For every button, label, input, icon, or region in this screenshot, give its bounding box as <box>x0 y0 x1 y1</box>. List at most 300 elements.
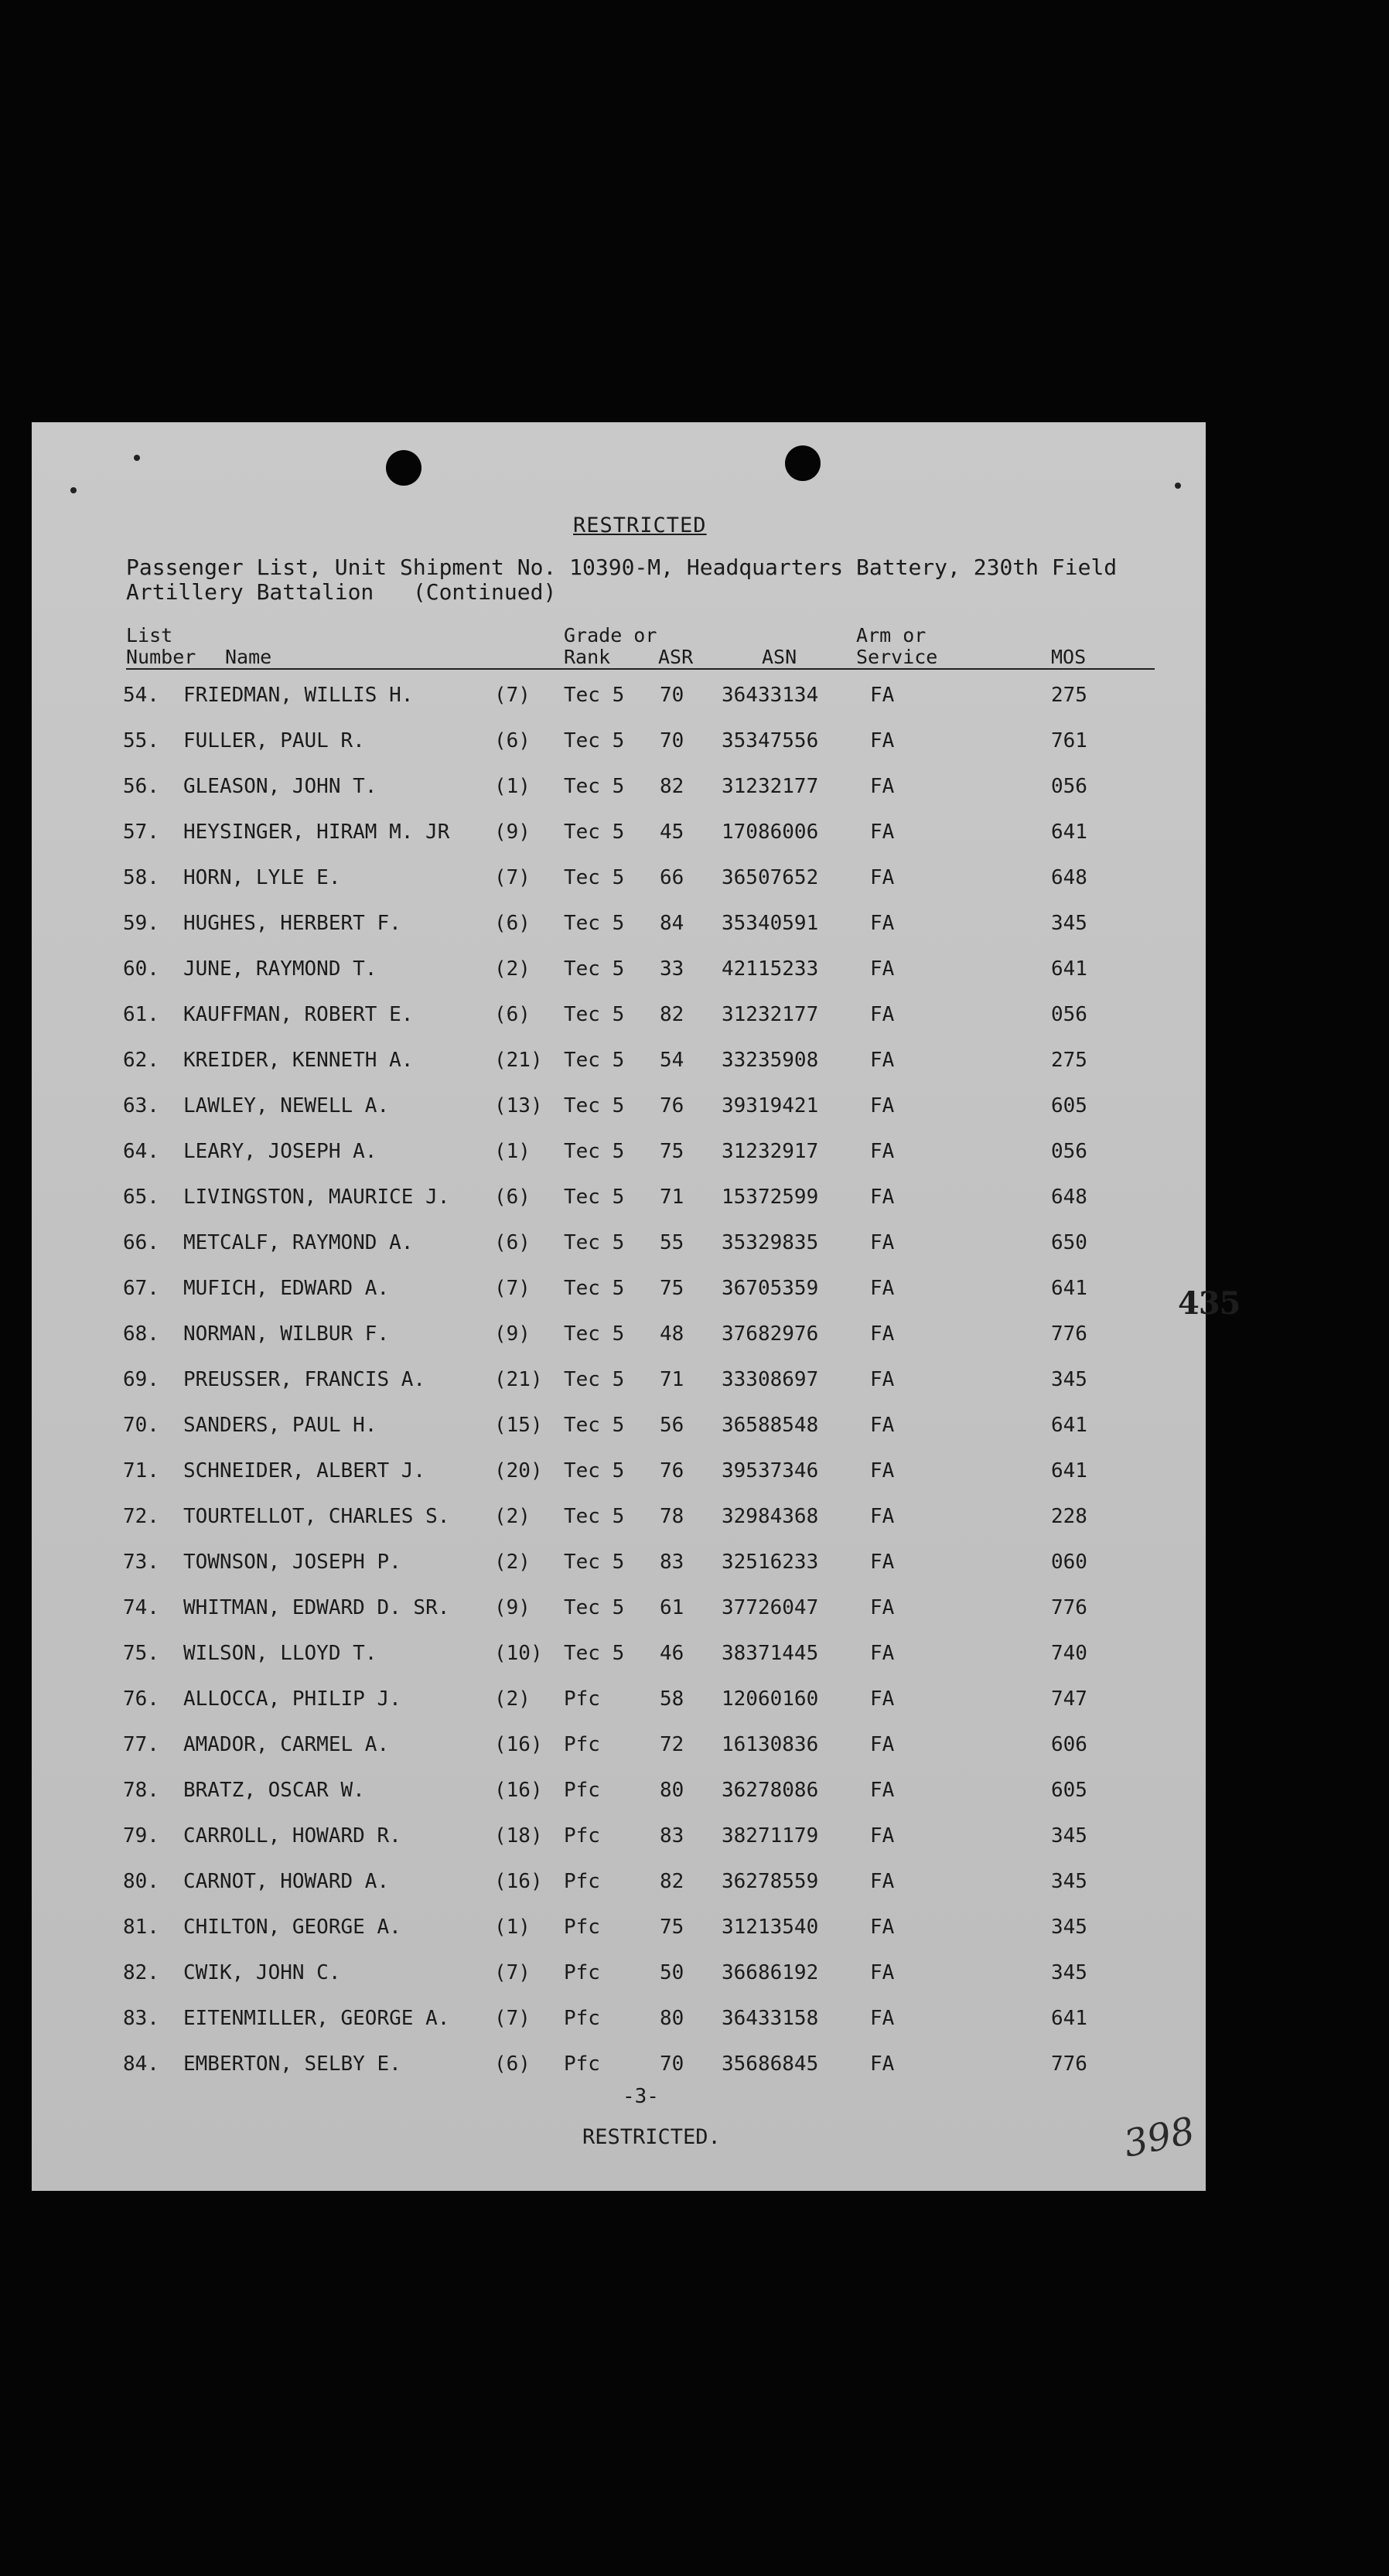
arm-cell: FA <box>870 957 895 981</box>
grade-cell: Tec 5 <box>564 1277 625 1300</box>
code-cell: (21) <box>494 1049 543 1072</box>
header-restricted: RESTRICTED <box>573 513 707 537</box>
document-title: Passenger List, Unit Shipment No. 10390-M, Headquarters Battery, 230th Field Artillery Battalion (Continued) <box>126 554 1131 605</box>
name-cell: EITENMILLER, GEORGE A. <box>183 2007 450 2030</box>
mos-cell: 345 <box>1051 1916 1087 1939</box>
code-cell: (13) <box>494 1094 543 1117</box>
table-row <box>32 1949 1206 1994</box>
code-cell: (2) <box>494 957 531 981</box>
code-cell: (20) <box>494 1459 543 1482</box>
table-row <box>32 1858 1206 1903</box>
code-cell: (7) <box>494 2007 531 2030</box>
asn-cell: 32984368 <box>722 1505 819 1528</box>
arm-cell: FA <box>870 684 895 707</box>
grade-cell: Pfc <box>564 1779 600 1802</box>
asr-cell: 70 <box>660 2052 684 2076</box>
code-cell: (9) <box>494 1322 531 1346</box>
col-head-name: Name <box>225 646 272 668</box>
grade-cell: Tec 5 <box>564 1003 625 1026</box>
asr-cell: 50 <box>660 1961 684 1984</box>
name-cell: BRATZ, OSCAR W. <box>183 1779 365 1802</box>
asr-cell: 61 <box>660 1596 684 1619</box>
arm-cell: FA <box>870 1733 895 1756</box>
mos-cell: 605 <box>1051 1779 1087 1802</box>
list-number-cell: 74. <box>123 1596 159 1619</box>
table-row <box>32 1629 1206 1675</box>
list-number-cell: 57. <box>123 821 159 844</box>
grade-cell: Tec 5 <box>564 729 625 752</box>
asn-cell: 33235908 <box>722 1049 819 1072</box>
paper-speck <box>70 487 77 493</box>
grade-cell: Pfc <box>564 2052 600 2076</box>
code-cell: (2) <box>494 1505 531 1528</box>
name-cell: CWIK, JOHN C. <box>183 1961 341 1984</box>
asn-cell: 17086006 <box>722 821 819 844</box>
mos-cell: 606 <box>1051 1733 1087 1756</box>
list-number-cell: 82. <box>123 1961 159 1984</box>
asn-cell: 36588548 <box>722 1414 819 1437</box>
asn-cell: 37682976 <box>722 1322 819 1346</box>
grade-cell: Tec 5 <box>564 1186 625 1209</box>
arm-cell: FA <box>870 1870 895 1893</box>
asn-cell: 36433134 <box>722 684 819 707</box>
asr-cell: 75 <box>660 1277 684 1300</box>
table-row <box>32 2040 1206 2086</box>
mos-cell: 345 <box>1051 1870 1087 1893</box>
asr-cell: 76 <box>660 1459 684 1482</box>
grade-cell: Tec 5 <box>564 912 625 935</box>
name-cell: WILSON, LLOYD T. <box>183 1642 377 1665</box>
mos-cell: 345 <box>1051 1824 1087 1848</box>
code-cell: (6) <box>494 1186 531 1209</box>
arm-cell: FA <box>870 1094 895 1117</box>
asr-cell: 48 <box>660 1322 684 1346</box>
code-cell: (16) <box>494 1733 543 1756</box>
col-head-grade-rank: Grade or Rank <box>564 624 657 668</box>
asr-cell: 71 <box>660 1186 684 1209</box>
name-cell: TOWNSON, JOSEPH P. <box>183 1551 401 1574</box>
grade-cell: Tec 5 <box>564 1414 625 1437</box>
asn-cell: 12060160 <box>722 1687 819 1711</box>
grade-cell: Pfc <box>564 1687 600 1711</box>
list-number-cell: 62. <box>123 1049 159 1072</box>
grade-cell: Tec 5 <box>564 821 625 844</box>
arm-cell: FA <box>870 1505 895 1528</box>
table-row <box>32 1264 1206 1310</box>
grade-cell: Tec 5 <box>564 1231 625 1254</box>
mos-cell: 776 <box>1051 1322 1087 1346</box>
mos-cell: 345 <box>1051 912 1087 935</box>
code-cell: (1) <box>494 1140 531 1163</box>
grade-cell: Pfc <box>564 1733 600 1756</box>
footer-restricted: RESTRICTED. <box>582 2125 721 2149</box>
table-row <box>32 1903 1206 1949</box>
mos-cell: 345 <box>1051 1961 1087 1984</box>
asr-cell: 80 <box>660 1779 684 1802</box>
list-number-cell: 63. <box>123 1094 159 1117</box>
asr-cell: 55 <box>660 1231 684 1254</box>
mos-cell: 641 <box>1051 1459 1087 1482</box>
arm-cell: FA <box>870 1414 895 1437</box>
table-row <box>32 899 1206 945</box>
mos-cell: 761 <box>1051 729 1087 752</box>
name-cell: WHITMAN, EDWARD D. SR. <box>183 1596 450 1619</box>
mos-cell: 641 <box>1051 1414 1087 1437</box>
list-number-cell: 61. <box>123 1003 159 1026</box>
page-number: -3- <box>623 2085 659 2108</box>
grade-cell: Tec 5 <box>564 1094 625 1117</box>
grade-cell: Tec 5 <box>564 1140 625 1163</box>
table-row <box>32 1766 1206 1812</box>
grade-cell: Tec 5 <box>564 1322 625 1346</box>
arm-cell: FA <box>870 1322 895 1346</box>
code-cell: (9) <box>494 1596 531 1619</box>
list-number-cell: 55. <box>123 729 159 752</box>
name-cell: SCHNEIDER, ALBERT J. <box>183 1459 426 1482</box>
asr-cell: 84 <box>660 912 684 935</box>
grade-cell: Tec 5 <box>564 1596 625 1619</box>
table-row <box>32 1128 1206 1173</box>
col-head-asr: ASR <box>658 646 694 668</box>
name-cell: HORN, LYLE E. <box>183 866 341 889</box>
col-head-arm-service: Arm or Service <box>856 624 938 668</box>
mos-cell: 605 <box>1051 1094 1087 1117</box>
code-cell: (2) <box>494 1687 531 1711</box>
passenger-table <box>32 671 1206 2086</box>
arm-cell: FA <box>870 1140 895 1163</box>
asr-cell: 78 <box>660 1505 684 1528</box>
arm-cell: FA <box>870 1687 895 1711</box>
table-row <box>32 945 1206 991</box>
table-row <box>32 763 1206 808</box>
code-cell: (6) <box>494 2052 531 2076</box>
col-head-mos: MOS <box>1051 646 1087 668</box>
table-row <box>32 1812 1206 1858</box>
name-cell: KAUFFMAN, ROBERT E. <box>183 1003 414 1026</box>
list-number-cell: 67. <box>123 1277 159 1300</box>
table-row <box>32 717 1206 763</box>
name-cell: CHILTON, GEORGE A. <box>183 1916 401 1939</box>
asn-cell: 36507652 <box>722 866 819 889</box>
list-number-cell: 60. <box>123 957 159 981</box>
code-cell: (6) <box>494 729 531 752</box>
list-number-cell: 65. <box>123 1186 159 1209</box>
mos-cell: 056 <box>1051 1140 1087 1163</box>
mos-cell: 228 <box>1051 1505 1087 1528</box>
name-cell: TOURTELLOT, CHARLES S. <box>183 1505 450 1528</box>
arm-cell: FA <box>870 1231 895 1254</box>
punch-hole-left <box>386 450 421 486</box>
list-number-cell: 76. <box>123 1687 159 1711</box>
asr-cell: 46 <box>660 1642 684 1665</box>
grade-cell: Tec 5 <box>564 866 625 889</box>
name-cell: METCALF, RAYMOND A. <box>183 1231 414 1254</box>
grade-cell: Pfc <box>564 1916 600 1939</box>
list-number-cell: 54. <box>123 684 159 707</box>
asr-cell: 54 <box>660 1049 684 1072</box>
arm-cell: FA <box>870 2007 895 2030</box>
arm-cell: FA <box>870 1779 895 1802</box>
arm-cell: FA <box>870 1186 895 1209</box>
name-cell: ALLOCCA, PHILIP J. <box>183 1687 401 1711</box>
table-row <box>32 1173 1206 1219</box>
asr-cell: 75 <box>660 1140 684 1163</box>
code-cell: (21) <box>494 1368 543 1391</box>
asr-cell: 66 <box>660 866 684 889</box>
arm-cell: FA <box>870 775 895 798</box>
name-cell: HEYSINGER, HIRAM M. JR <box>183 821 450 844</box>
code-cell: (7) <box>494 684 531 707</box>
col-head-list-number: List Number <box>126 624 196 668</box>
asr-cell: 75 <box>660 1916 684 1939</box>
code-cell: (18) <box>494 1824 543 1848</box>
list-number-cell: 59. <box>123 912 159 935</box>
grade-cell: Tec 5 <box>564 1551 625 1574</box>
name-cell: LAWLEY, NEWELL A. <box>183 1094 390 1117</box>
mos-cell: 275 <box>1051 1049 1087 1072</box>
list-number-cell: 70. <box>123 1414 159 1437</box>
name-cell: CARROLL, HOWARD R. <box>183 1824 401 1848</box>
asn-cell: 35347556 <box>722 729 819 752</box>
table-row <box>32 1401 1206 1447</box>
code-cell: (16) <box>494 1870 543 1893</box>
arm-cell: FA <box>870 821 895 844</box>
grade-cell: Tec 5 <box>564 1368 625 1391</box>
asn-cell: 36705359 <box>722 1277 819 1300</box>
code-cell: (9) <box>494 821 531 844</box>
arm-cell: FA <box>870 866 895 889</box>
list-number-cell: 64. <box>123 1140 159 1163</box>
name-cell: HUGHES, HERBERT F. <box>183 912 401 935</box>
mos-cell: 648 <box>1051 1186 1087 1209</box>
asn-cell: 39319421 <box>722 1094 819 1117</box>
arm-cell: FA <box>870 1459 895 1482</box>
name-cell: GLEASON, JOHN T. <box>183 775 377 798</box>
grade-cell: Tec 5 <box>564 1049 625 1072</box>
arm-cell: FA <box>870 1596 895 1619</box>
table-row <box>32 1994 1206 2040</box>
asr-cell: 71 <box>660 1368 684 1391</box>
table-row <box>32 1219 1206 1264</box>
list-number-cell: 81. <box>123 1916 159 1939</box>
paper-speck <box>134 455 140 461</box>
code-cell: (7) <box>494 1961 531 1984</box>
name-cell: KREIDER, KENNETH A. <box>183 1049 414 1072</box>
asn-cell: 35686845 <box>722 2052 819 2076</box>
grade-cell: Tec 5 <box>564 1505 625 1528</box>
mos-cell: 776 <box>1051 1596 1087 1619</box>
list-number-cell: 84. <box>123 2052 159 2076</box>
table-row <box>32 854 1206 899</box>
asr-cell: 82 <box>660 1870 684 1893</box>
asn-cell: 42115233 <box>722 957 819 981</box>
mos-cell: 776 <box>1051 2052 1087 2076</box>
asr-cell: 45 <box>660 821 684 844</box>
list-number-cell: 58. <box>123 866 159 889</box>
asr-cell: 82 <box>660 1003 684 1026</box>
table-row <box>32 1082 1206 1128</box>
list-number-cell: 77. <box>123 1733 159 1756</box>
name-cell: EMBERTON, SELBY E. <box>183 2052 401 2076</box>
asn-cell: 36433158 <box>722 2007 819 2030</box>
arm-cell: FA <box>870 1368 895 1391</box>
asr-cell: 83 <box>660 1824 684 1848</box>
name-cell: AMADOR, CARMEL A. <box>183 1733 390 1756</box>
mos-cell: 641 <box>1051 957 1087 981</box>
mos-cell: 641 <box>1051 821 1087 844</box>
arm-cell: FA <box>870 1277 895 1300</box>
name-cell: LEARY, JOSEPH A. <box>183 1140 377 1163</box>
arm-cell: FA <box>870 1961 895 1984</box>
asr-cell: 58 <box>660 1687 684 1711</box>
asr-cell: 33 <box>660 957 684 981</box>
asr-cell: 82 <box>660 775 684 798</box>
mos-cell: 650 <box>1051 1231 1087 1254</box>
asn-cell: 36278086 <box>722 1779 819 1802</box>
code-cell: (6) <box>494 912 531 935</box>
list-number-cell: 83. <box>123 2007 159 2030</box>
code-cell: (6) <box>494 1231 531 1254</box>
margin-stamp-number: 435 <box>1178 1285 1241 1322</box>
grade-cell: Tec 5 <box>564 1459 625 1482</box>
arm-cell: FA <box>870 1642 895 1665</box>
table-row <box>32 671 1206 717</box>
asr-cell: 56 <box>660 1414 684 1437</box>
grade-cell: Tec 5 <box>564 775 625 798</box>
table-row <box>32 1036 1206 1082</box>
asr-cell: 70 <box>660 729 684 752</box>
mos-cell: 060 <box>1051 1551 1087 1574</box>
name-cell: LIVINGSTON, MAURICE J. <box>183 1186 450 1209</box>
document-page <box>32 422 1241 2191</box>
asn-cell: 33308697 <box>722 1368 819 1391</box>
code-cell: (7) <box>494 866 531 889</box>
list-number-cell: 56. <box>123 775 159 798</box>
mos-cell: 740 <box>1051 1642 1087 1665</box>
table-row <box>32 1493 1206 1538</box>
asn-cell: 31232177 <box>722 775 819 798</box>
list-number-cell: 78. <box>123 1779 159 1802</box>
asn-cell: 16130836 <box>722 1733 819 1756</box>
asr-cell: 72 <box>660 1733 684 1756</box>
name-cell: SANDERS, PAUL H. <box>183 1414 377 1437</box>
grade-cell: Pfc <box>564 2007 600 2030</box>
list-number-cell: 73. <box>123 1551 159 1574</box>
mos-cell: 641 <box>1051 2007 1087 2030</box>
asn-cell: 37726047 <box>722 1596 819 1619</box>
name-cell: JUNE, RAYMOND T. <box>183 957 377 981</box>
list-number-cell: 66. <box>123 1231 159 1254</box>
arm-cell: FA <box>870 1551 895 1574</box>
arm-cell: FA <box>870 1049 895 1072</box>
asn-cell: 31232177 <box>722 1003 819 1026</box>
table-row <box>32 1721 1206 1766</box>
arm-cell: FA <box>870 729 895 752</box>
code-cell: (7) <box>494 1277 531 1300</box>
list-number-cell: 72. <box>123 1505 159 1528</box>
name-cell: CARNOT, HOWARD A. <box>183 1870 390 1893</box>
table-row <box>32 991 1206 1036</box>
list-number-cell: 75. <box>123 1642 159 1665</box>
col-head-asn: ASN <box>762 646 797 668</box>
table-row <box>32 1584 1206 1629</box>
code-cell: (10) <box>494 1642 543 1665</box>
mos-cell: 747 <box>1051 1687 1087 1711</box>
asr-cell: 83 <box>660 1551 684 1574</box>
arm-cell: FA <box>870 1003 895 1026</box>
asn-cell: 32516233 <box>722 1551 819 1574</box>
table-row <box>32 808 1206 854</box>
table-row <box>32 1447 1206 1493</box>
code-cell: (6) <box>494 1003 531 1026</box>
asn-cell: 38271179 <box>722 1824 819 1848</box>
arm-cell: FA <box>870 1916 895 1939</box>
list-number-cell: 68. <box>123 1322 159 1346</box>
code-cell: (16) <box>494 1779 543 1802</box>
grade-cell: Tec 5 <box>564 957 625 981</box>
asr-cell: 76 <box>660 1094 684 1117</box>
header-rule <box>126 668 1155 670</box>
name-cell: PREUSSER, FRANCIS A. <box>183 1368 426 1391</box>
asn-cell: 38371445 <box>722 1642 819 1665</box>
mos-cell: 275 <box>1051 684 1087 707</box>
arm-cell: FA <box>870 912 895 935</box>
asn-cell: 31232917 <box>722 1140 819 1163</box>
asr-cell: 70 <box>660 684 684 707</box>
grade-cell: Tec 5 <box>564 1642 625 1665</box>
code-cell: (15) <box>494 1414 543 1437</box>
mos-cell: 648 <box>1051 866 1087 889</box>
punch-hole-right <box>785 445 821 481</box>
arm-cell: FA <box>870 1824 895 1848</box>
code-cell: (1) <box>494 1916 531 1939</box>
asr-cell: 80 <box>660 2007 684 2030</box>
asn-cell: 31213540 <box>722 1916 819 1939</box>
mos-cell: 056 <box>1051 1003 1087 1026</box>
grade-cell: Pfc <box>564 1824 600 1848</box>
list-number-cell: 80. <box>123 1870 159 1893</box>
code-cell: (1) <box>494 775 531 798</box>
asn-cell: 15372599 <box>722 1186 819 1209</box>
grade-cell: Pfc <box>564 1961 600 1984</box>
table-row <box>32 1310 1206 1356</box>
asn-cell: 39537346 <box>722 1459 819 1482</box>
paper-speck <box>1175 483 1181 489</box>
name-cell: FULLER, PAUL R. <box>183 729 365 752</box>
asn-cell: 35329835 <box>722 1231 819 1254</box>
list-number-cell: 79. <box>123 1824 159 1848</box>
handwritten-number: 398 <box>1120 2109 1199 2166</box>
code-cell: (2) <box>494 1551 531 1574</box>
name-cell: FRIEDMAN, WILLIS H. <box>183 684 414 707</box>
mos-cell: 345 <box>1051 1368 1087 1391</box>
asn-cell: 36278559 <box>722 1870 819 1893</box>
asn-cell: 36686192 <box>722 1961 819 1984</box>
name-cell: MUFICH, EDWARD A. <box>183 1277 390 1300</box>
name-cell: NORMAN, WILBUR F. <box>183 1322 390 1346</box>
mos-cell: 056 <box>1051 775 1087 798</box>
grade-cell: Tec 5 <box>564 684 625 707</box>
table-row <box>32 1356 1206 1401</box>
asn-cell: 35340591 <box>722 912 819 935</box>
list-number-cell: 71. <box>123 1459 159 1482</box>
arm-cell: FA <box>870 2052 895 2076</box>
table-row <box>32 1538 1206 1584</box>
table-row <box>32 1675 1206 1721</box>
grade-cell: Pfc <box>564 1870 600 1893</box>
list-number-cell: 69. <box>123 1368 159 1391</box>
mos-cell: 641 <box>1051 1277 1087 1300</box>
